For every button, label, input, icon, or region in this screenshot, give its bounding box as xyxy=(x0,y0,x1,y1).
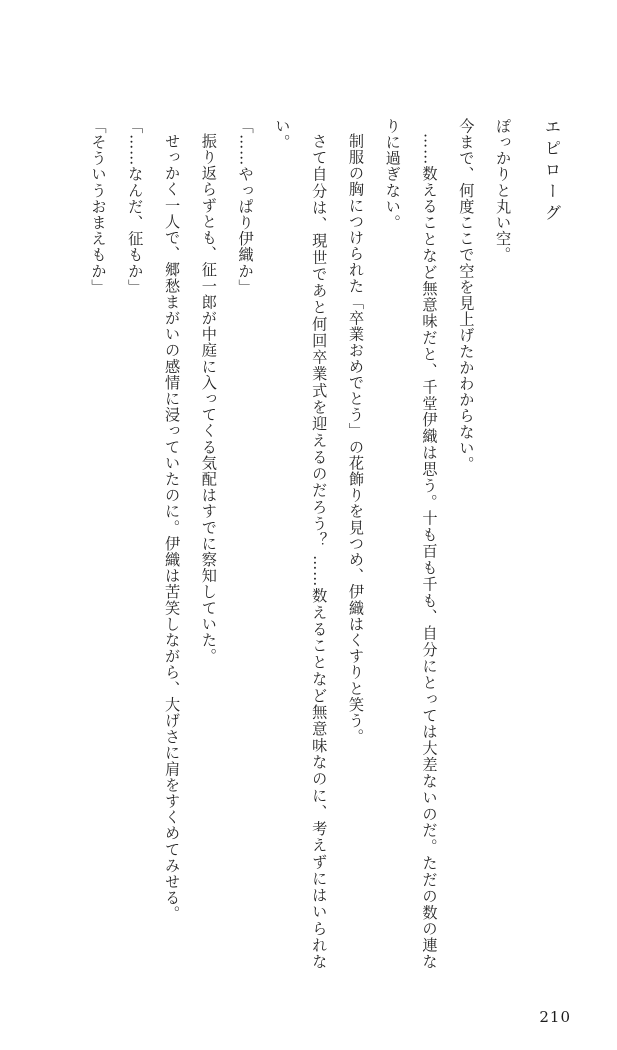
paragraph-9: 「……なんだ、征もか」 xyxy=(126,118,145,296)
paragraph-10: 「そういうおまえもか」 xyxy=(89,118,108,296)
page-number: 210 xyxy=(539,1008,571,1026)
paragraph-1: ぽっかりと丸い空。 xyxy=(494,118,513,263)
paragraph-4: 制服の胸につけられた「卒業おめでとう」の花飾りを見つめ、伊織はくすりと笑う。 xyxy=(346,133,365,745)
paragraph-6: 「……やっぱり伊織か」 xyxy=(236,118,255,296)
paragraph-2: 今まで、何度ここで空を見上げたかわからない。 xyxy=(457,118,476,473)
paragraph-8: せっかく一人で、郷愁まがいの感情に浸っていたのに。伊織は苦笑しながら、大げさに肩をすくめてみせる。 xyxy=(163,133,182,923)
page-text-body xyxy=(46,118,571,970)
paragraph-7: 振り返らずとも、征一郎が中庭に入ってくる気配はすでに察知していた。 xyxy=(199,133,218,665)
paragraph-3: ……数えることなど無意味だと、千堂伊織は思う。十も百も千も、自分にとっては大差ないのだ。ただの数の連なりに過ぎない。 xyxy=(383,118,439,970)
paragraph-5: さて自分は、現世であと何回卒業式を迎えるのだろう？ ……数えることなど無意味なのに、考えずにはいられない。 xyxy=(273,118,329,970)
chapter-title: エピローグ xyxy=(542,118,561,226)
